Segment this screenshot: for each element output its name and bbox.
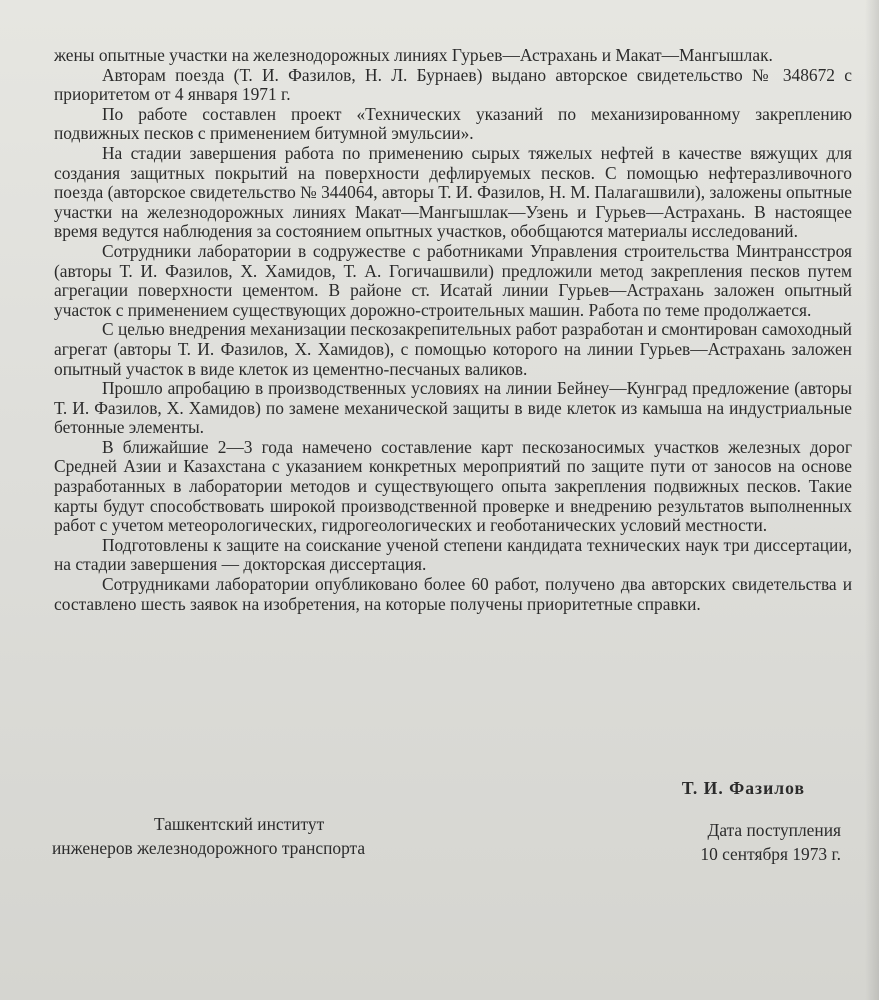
institution-line-2: инженеров железнодорожного транспорта (52, 838, 366, 858)
paragraph-9: Подготовлены к защите на соискание ученой степени кандидата технических наук три диссертации, на стадии завершения — докторская диссертация. (54, 534, 852, 575)
paragraph-10: Сотрудниками лаборатории опубликовано более 60 работ, получено два авторских свидетельства и составлено шесть заявок на изобретения, на которые получены приоритетные справки. (54, 574, 852, 614)
paragraph-1: жены опытные участки на железнодорожных линиях Гурьев—Астрахань и Макат—Мангышлак. (54, 45, 773, 65)
received-label: Дата поступления (707, 820, 841, 840)
paragraph-6: С целью внедрения механизации пескозакрепительных работ разработан и смонтирован самоходный агрегат (авторы Т. И. Фазилов, Х. Хамидов), с помощью которого на линии Гурьев—Астрахань заложен опытный участок в виде клеток из цементно-песчаных валиков. (54, 319, 852, 379)
page-edge-shadow (865, 0, 879, 1000)
paragraph-5: Сотрудники лаборатории в содружестве с работниками Управления строительства Минтрансстроя (авторы Т. И. Фазилов, Х. Хамидов, Т. А. Гогичашвили) предложили метод закрепления песков путем агрегации поверхности цементом. В районе ст. Исатай линии Гурьев—Астрахань заложен опытный участок с применением существующих дорожно-строительных машин. Работа по теме продолжается. (54, 240, 852, 320)
paragraph-7: Прошло апробацию в производственных условиях на линии Бейнеу—Кунград предложение (авторы Т. И. Фазилов, Х. Хамидов) по замене механической защиты в виде клеток из камыша на индустриальные бетонные элементы. (54, 378, 852, 438)
received-date-block (700, 818, 841, 866)
paragraph-8: В ближайшие 2—3 года намечено составление карт пескозаносимых участков железных дорог Средней Азии и Казахстана с указанием конкретных мероприятий по защите пути от заносов на основе разработанных в лаборатории методов и существующего опыта закрепления подвижных песков. Такие карты будут способствовать широкой производственной проверке и внедрению результатов выполненных работ с учетом метеорологических, гидрогеологических и геоботанических условий местности. (54, 436, 852, 536)
paragraph-3: По работе составлен проект «Технических указаний по механизированному закреплению подвижных песков с применением битумной эмульсии». (54, 103, 852, 144)
received-date: 10 сентября 1973 г. (700, 844, 841, 864)
institution-line-1: Ташкентский институт (154, 814, 325, 834)
body-text (54, 46, 852, 614)
paragraph-2: Авторам поезда (Т. И. Фазилов, Н. Л. Бурнаев) выдано авторское свидетельство № 348672 с приоритетом от 4 января 1971 г. (54, 64, 852, 105)
paragraph-4: На стадии завершения работа по применению сырых тяжелых нефтей в качестве вяжущих для создания защитных покрытий на поверхности дефлируемых песков. С помощью нефтеразливочного поезда (авторское свидетельство № 344064, авторы Т. И. Фазилов, Н. М. Палагашвили), заложены опытные участки на железнодорожных линиях Макат—Мангышлак—Узень и Гурьев—Астрахань. В настоящее время ведутся наблюдения за состоянием опытных участков, обобщаются материалы исследований. (54, 142, 852, 242)
author-signature: Т. И. Фазилов (681, 778, 805, 798)
institution-block (52, 812, 365, 860)
